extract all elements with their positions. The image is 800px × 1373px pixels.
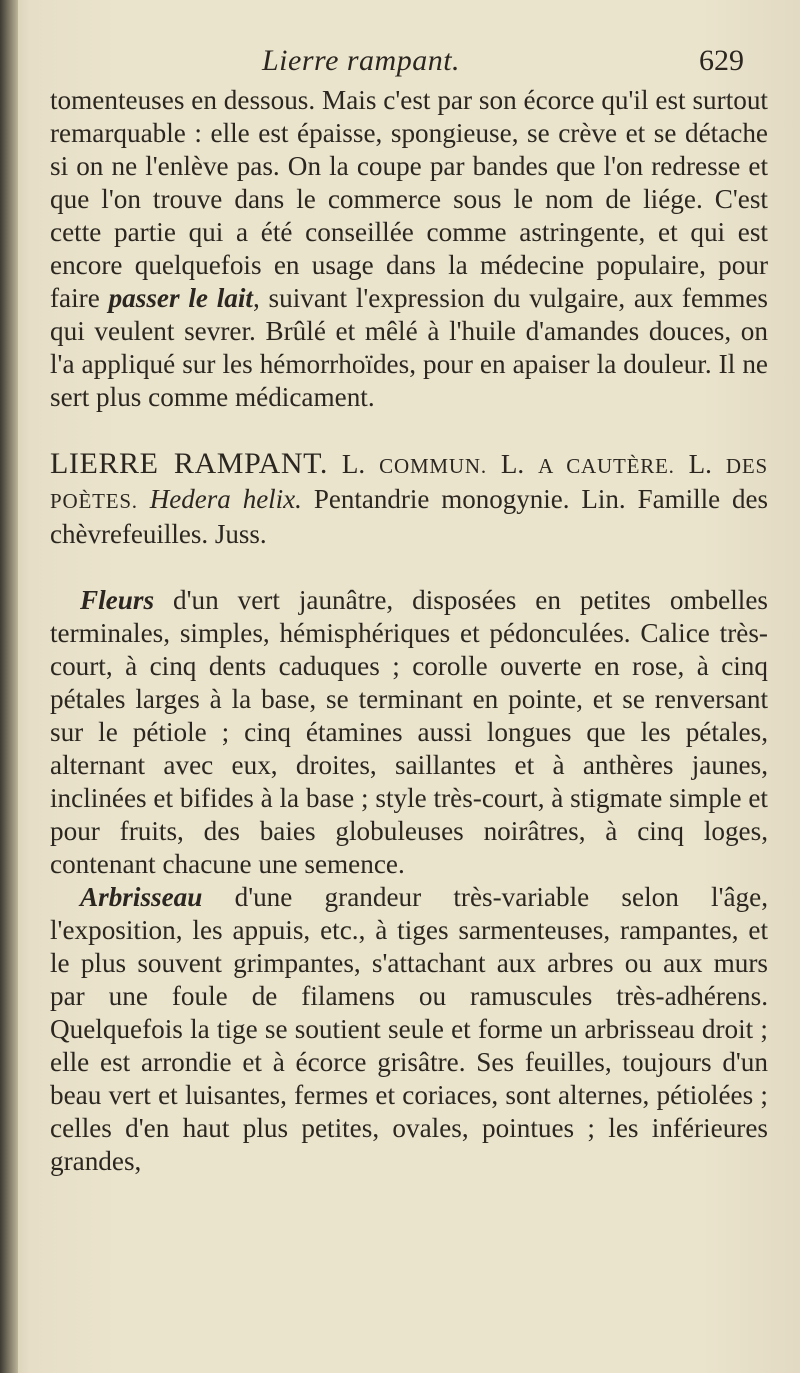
paragraph-shrub <box>50 881 768 1178</box>
paragraph-lead-word: Fleurs <box>80 585 155 615</box>
entry-text: L. <box>486 449 539 479</box>
synonym-small-caps: A CAUTÈRE. <box>538 454 675 478</box>
paragraph-flowers <box>50 584 768 881</box>
species-name: LIERRE RAMPANT. <box>50 447 328 480</box>
page-header <box>52 40 772 90</box>
page-number: 629 <box>699 44 744 77</box>
page-body <box>50 84 768 1178</box>
paragraph-bark-description <box>50 84 768 414</box>
italic-phrase: passer le lait <box>108 283 253 313</box>
entry-text: L. <box>327 449 380 479</box>
classification-text: Pentandrie monogynie. Lin. Famille des chèvrefeuilles. Juss. <box>50 484 768 549</box>
running-title: Lierre rampant. <box>262 44 461 77</box>
synonym-small-caps: DES POÈTES. <box>50 454 768 513</box>
latin-name: Hedera helix. <box>149 484 302 514</box>
entry-text: L. <box>674 449 726 479</box>
synonym-small-caps: COMMUN. <box>379 454 487 478</box>
paragraph-text: d'un vert jaunâtre, disposées en petites ombelles terminales, simples, hémisphériques et pédonculées. Calice très-court, à cinq dents caduques ; corolle ouverte en rose, à cinq pétales larges à la base, se terminant en pointe, et se renversant sur le pétiole ; cinq étamines aussi longues que les pétales, alternant avec eux, droites, saillantes et à anthères jaunes, inclinées et bifides à la base ; style très-court, à stigmate simple et pour fruits, des baies globuleuses noirâtres, à cinq loges, contenant chacune une semence. <box>50 585 768 879</box>
species-entry-heading <box>50 447 768 551</box>
paragraph-text: tomenteuses en dessous. Mais c'est par son écorce qu'il est surtout remarquable : elle est épaisse, spongieuse, se crève et se détache si on ne l'enlève pas. On la coupe par bandes que l'on redresse et que l'on trouve dans le commerce sous le nom de liége. C'est cette partie qui a été conseillée comme astringente, et qui est encore quelquefois en usage dans la médecine populaire, pour faire <box>50 85 768 313</box>
paragraph-text: d'une grandeur très-variable selon l'âge, l'exposition, les appuis, etc., à tiges sarmenteuses, rampantes, et le plus souvent grimpantes, s'attachant aux arbres ou aux murs par une foule de filamens ou ramuscules très-adhérens. Quelquefois la tige se soutient seule et forme un arbrisseau droit ; elle est arrondie et à écorce grisâtre. Ses feuilles, toujours d'un beau vert et luisantes, fermes et coriaces, sont alternes, pétiolées ; celles d'en haut plus petites, ovales, pointues ; les inférieures grandes, <box>50 882 768 1176</box>
page-gutter <box>0 0 18 1373</box>
paragraph-lead-word: Arbrisseau <box>80 882 203 912</box>
section-gap <box>50 414 768 447</box>
paragraph-text: , suivant l'expression du vulgaire, aux femmes qui veulent sevrer. Brûlé et mêlé à l'huile d'amandes douces, on l'a appliqué sur les hémorrhoïdes, pour en apaiser la douleur. Il ne sert plus comme médicament. <box>50 283 768 412</box>
section-gap <box>50 551 768 584</box>
